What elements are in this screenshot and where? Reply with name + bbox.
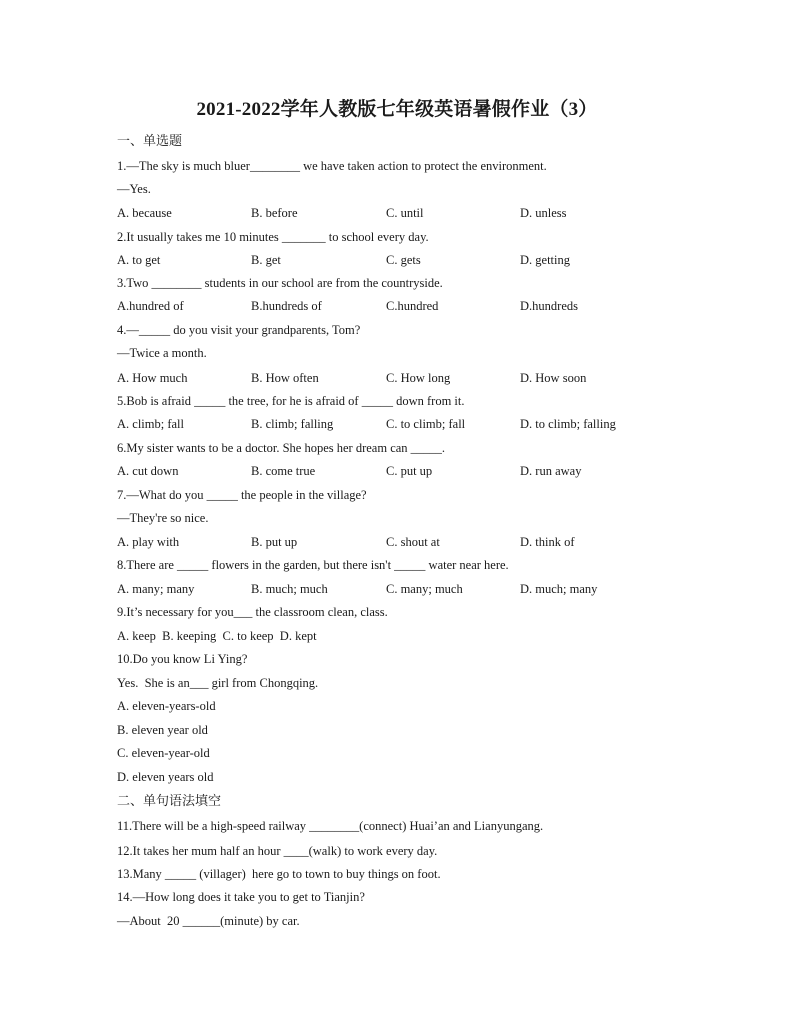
- question-1-option-d: D. unless: [520, 206, 567, 220]
- question-4-option-a: A. How much: [117, 371, 188, 385]
- question-8-option-d: D. much; many: [520, 582, 598, 596]
- question-1-option-c: C. until: [386, 206, 424, 220]
- section-heading-grammar-fill: 二、单句语法填空: [117, 793, 222, 808]
- question-6-option-d: D. run away: [520, 464, 582, 478]
- question-7-option-d: D. think of: [520, 535, 575, 549]
- question-10-sub: Yes. She is an___ girl from Chongqing.: [117, 676, 319, 690]
- question-4-sub: —Twice a month.: [117, 346, 207, 360]
- question-10-stem: 10.Do you know Li Ying?: [117, 652, 248, 666]
- question-1-option-a: A. because: [117, 206, 172, 220]
- question-13-stem: 13.Many _____ (villager) here go to town to buy things on foot.: [117, 867, 441, 881]
- question-5-option-a: A. climb; fall: [117, 417, 184, 431]
- question-8-option-a: A. many; many: [117, 582, 195, 596]
- question-6-stem: 6.My sister wants to be a doctor. She hopes her dream can _____.: [117, 441, 446, 455]
- question-4-option-c: C. How long: [386, 371, 451, 385]
- question-5-stem: 5.Bob is afraid _____ the tree, for he is afraid of _____ down from it.: [117, 394, 465, 408]
- question-1-option-b: B. before: [251, 206, 298, 220]
- question-7-option-c: C. shout at: [386, 535, 440, 549]
- question-7-sub: —They're so nice.: [117, 511, 209, 525]
- question-8-option-b: B. much; much: [251, 582, 328, 596]
- question-6-option-a: A. cut down: [117, 464, 179, 478]
- question-2-option-c: C. gets: [386, 253, 421, 267]
- question-11-stem: 11.There will be a high-speed railway ________(connect) Huai’an and Lianyungang.: [117, 819, 544, 833]
- question-5-option-b: B. climb; falling: [251, 417, 334, 431]
- question-10-option-c: C. eleven-year-old: [117, 746, 210, 760]
- question-3-option-d: D.hundreds: [520, 299, 578, 313]
- question-2-option-a: A. to get: [117, 253, 161, 267]
- question-2-option-b: B. get: [251, 253, 281, 267]
- question-1-stem: 1.—The sky is much bluer________ we have taken action to protect the environment.: [117, 159, 547, 173]
- question-7-option-a: A. play with: [117, 535, 180, 549]
- section-heading-single-choice: 一、单选题: [117, 133, 183, 148]
- question-6-option-c: C. put up: [386, 464, 433, 478]
- question-8-option-c: C. many; much: [386, 582, 463, 596]
- question-8-stem: 8.There are _____ flowers in the garden, but there isn't _____ water near here.: [117, 558, 509, 572]
- question-2-stem: 2.It usually takes me 10 minutes _______ to school every day.: [117, 230, 429, 244]
- question-3-option-a: A.hundred of: [117, 299, 184, 313]
- question-7-stem: 7.—What do you _____ the people in the village?: [117, 488, 367, 502]
- question-9-stem: 9.It’s necessary for you___ the classroom clean, class.: [117, 605, 388, 619]
- question-6-option-b: B. come true: [251, 464, 316, 478]
- question-7-option-b: B. put up: [251, 535, 298, 549]
- question-3-option-b: B.hundreds of: [251, 299, 322, 313]
- question-12-stem: 12.It takes her mum half an hour ____(walk) to work every day.: [117, 844, 438, 858]
- question-10-option-d: D. eleven years old: [117, 770, 214, 784]
- question-5-option-d: D. to climb; falling: [520, 417, 616, 431]
- question-4-option-d: D. How soon: [520, 371, 587, 385]
- question-3-stem: 3.Two ________ students in our school are from the countryside.: [117, 276, 443, 290]
- question-4-stem: 4.—_____ do you visit your grandparents, Tom?: [117, 323, 361, 337]
- question-4-option-b: B. How often: [251, 371, 319, 385]
- question-2-option-d: D. getting: [520, 253, 570, 267]
- page-title: 2021-2022学年人教版七年级英语暑假作业（3）: [196, 99, 598, 120]
- question-14-stem: 14.—How long does it take you to get to Tianjin?: [117, 890, 365, 904]
- question-10-option-a: A. eleven-years-old: [117, 699, 216, 713]
- question-5-option-c: C. to climb; fall: [386, 417, 466, 431]
- question-3-option-c: C.hundred: [386, 299, 439, 313]
- question-1-sub: —Yes.: [117, 182, 151, 196]
- question-14-sub: —About 20 ______(minute) by car.: [117, 914, 300, 928]
- question-10-option-b: B. eleven year old: [117, 723, 208, 737]
- question-9-options: A. keep B. keeping C. to keep D. kept: [117, 629, 317, 643]
